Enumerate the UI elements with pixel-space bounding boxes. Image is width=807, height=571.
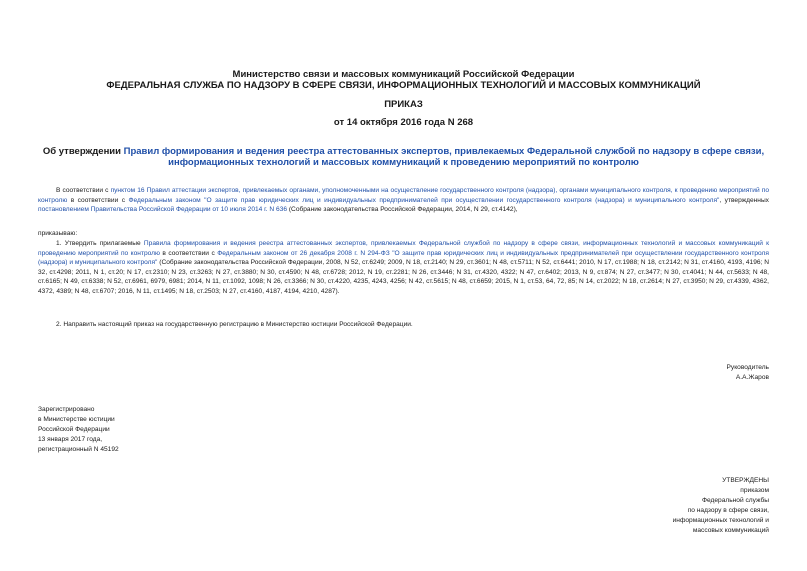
signature-name: А.А.Жаров bbox=[735, 374, 769, 381]
registration-line-5: регистрационный N 45192 bbox=[38, 446, 119, 453]
preamble-link-resolution[interactable]: постановлением Правительства Российской Федерации от 10 июля 2014 г. N 636 bbox=[38, 206, 288, 214]
approval-line-4: по надзору в сфере связи, bbox=[687, 507, 769, 514]
preamble-link-federal-law[interactable]: Федеральным законом "О защите прав юридических лиц и индивидуальных предпринимателей при осуществлении государственного контроля (надзора) и муниципального контроля" bbox=[128, 196, 720, 204]
preamble-link-rules[interactable]: пунктом 16 Правил аттестации экспертов, привлекаемых органами, уполномоченными на осуществление государственного контроля (надзора), органами муниципального контроля, к проведению мероприятий по контролю bbox=[38, 187, 770, 204]
preamble-text-4: (Собрание законодательства Российской Федерации, 2014, N 29, ст.4142), bbox=[287, 206, 518, 214]
approval-line-6: массовых коммуникаций bbox=[692, 527, 769, 534]
approval-line-5: информационных технологий и bbox=[672, 517, 769, 524]
registration-line-4: 13 января 2017 года, bbox=[38, 436, 103, 443]
order-word: приказываю: bbox=[38, 230, 78, 237]
document-date: от 14 октября 2016 года N 268 bbox=[333, 117, 474, 128]
item1-link-rules[interactable]: Правила формирования и ведения реестра аттестованных экспертов, привлекаемых Федеральной службой по надзору в сфере связи, информационных технологий и массовых коммуникаций к проведению мероприятий по контролю bbox=[38, 240, 769, 257]
title-rules-link-continued[interactable]: информационных технологий и массовых коммуникаций к проведению мероприятий по контролю bbox=[168, 157, 639, 168]
title-rules-link[interactable]: Правил формирования и ведения реестра аттестованных экспертов, привлекаемых Федеральной службой по надзору в сфере связи, bbox=[123, 146, 765, 157]
registration-line-1: Зарегистрировано bbox=[38, 406, 95, 413]
item1-text-3: (Собрание законодательства Российской Федерации, 2008, N 52, ст.6249; 2009, N 18, ст.2140; N 29, ст.3601; N 48, ст.5711; N 52, ст.6441; 2010, N 17, ст.1988; N 18, ст.2142; N 31, ст.4160, 4193, 4196; N 32, ст.4298; 2011, N 1, ст.20; N 17, ст.2310; N 23, ст.3263; N 27, ст.3880; N 30, ст.4590; N 48, ст.6728; 2012, N 19, ст.2281; N 26, ст.3446; N 31, ст.4320, 4322; N 47, ст.6402; 2013, N 9, ст.874; N 27, ст.3477; N 30, ст.4041; N 44, ст.5633; N 48, ст.6165; N 49, ст.6338; N 52, ст.6961, 6979, 6981; 2014, N 11, ст.1092, 1098; N 26, ст.3366; N 30, ст.4220, 4235, 4243, 4256; N 42, ст.5615; N 48, ст.6659; 2015, N 1, ст.53, 64, 72, 85; N 14, ст.2022; N 18, ст.2614; N 27, ст.3950; N 29, ст.4339, 4362, 4372, 4389; N 48, ст.6707; 2016, N 11, ст.1495; N 18, ст.2503; N 27, ст.4160, 4187, 4194, 4210, 4287). bbox=[38, 259, 770, 295]
preamble-paragraph bbox=[38, 186, 769, 215]
item1-link-federal-law[interactable]: Федеральным законом от 26 декабря 2008 г. N 294-ФЗ "О защите прав юридических лиц и индивидуальных предпринимателей при осуществлении государственного контроля (надзора) и муниципального контроля" bbox=[38, 249, 769, 267]
item1-text-1: 1. Утвердить прилагаемые bbox=[56, 240, 144, 247]
registration-line-2: в Министерстве юстиции bbox=[38, 416, 115, 423]
signature-role: Руководитель bbox=[726, 364, 769, 371]
preamble-text-3: , утвержденных bbox=[719, 196, 769, 204]
preamble-text-2: в соответствии с bbox=[67, 196, 129, 204]
item1-text-2: в соответствии с bbox=[159, 249, 218, 257]
approval-line-3: Федеральной службы bbox=[701, 497, 769, 504]
service-name: ФЕДЕРАЛЬНАЯ СЛУЖБА ПО НАДЗОРУ В СФЕРЕ СВЯЗИ, ИНФОРМАЦИОННЫХ ТЕХНОЛОГИЙ И МАССОВЫХ КОММУНИКАЦИЙ bbox=[106, 80, 701, 91]
document-title-line2 bbox=[0, 157, 807, 169]
document-type: ПРИКАЗ bbox=[384, 99, 423, 110]
title-prefix: Об утверждении bbox=[42, 146, 124, 157]
registration-line-3: Российской Федерации bbox=[38, 426, 110, 433]
approval-line-2: приказом bbox=[740, 487, 769, 494]
order-item-2: 2. Направить настоящий приказ на государственную регистрацию в Министерство юстиции Российской Федерации. bbox=[56, 321, 413, 328]
preamble-text-1: В соответствии с bbox=[56, 187, 111, 194]
approval-line-1: УТВЕРЖДЕНЫ bbox=[722, 477, 769, 484]
order-item-1 bbox=[38, 239, 769, 297]
ministry-name: Министерство связи и массовых коммуникаций Российской Федерации bbox=[232, 69, 575, 80]
